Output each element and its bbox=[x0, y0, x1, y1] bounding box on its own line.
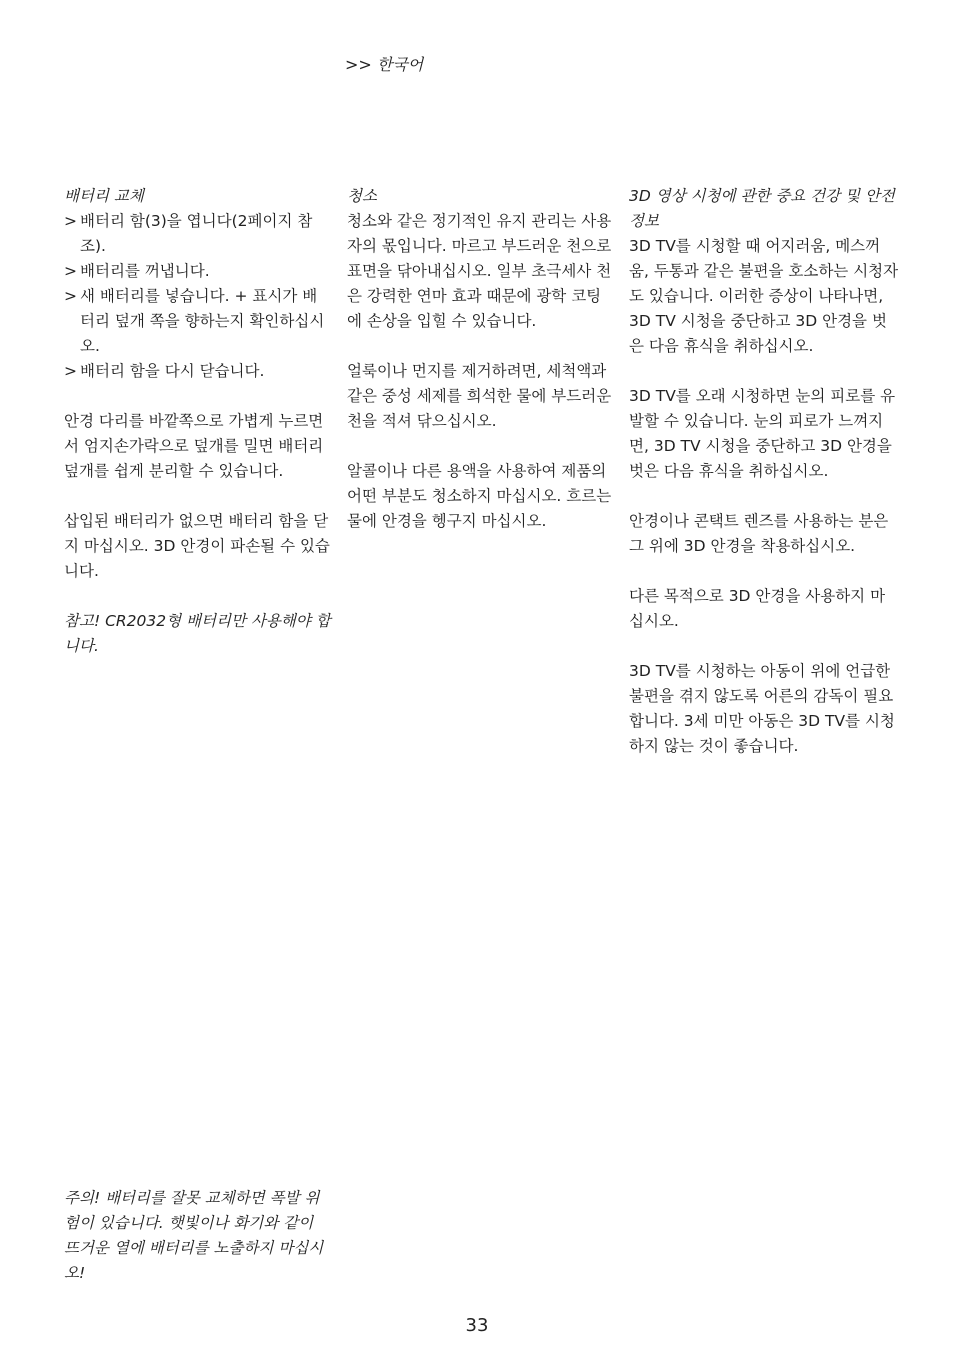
battery-warning: 주의! 배터리를 잘못 교체하면 폭발 위험이 있습니다. 햇빛이나 화기와 같이 뜨거운 열에 배터리를 노출하지 마십시오! bbox=[64, 1189, 324, 1282]
battery-paragraph: 안경 다리를 바깥쪽으로 가볍게 누르면서 엄지손가락으로 덮개를 밀면 배터리 덮개를 쉽게 분리할 수 있습니다. bbox=[64, 412, 324, 480]
list-item: > 새 배터리를 넣습니다. + 표시가 배터리 덮개 쪽을 향하는지 확인하십시오. bbox=[64, 284, 332, 359]
safety-paragraph: 3D TV를 오래 시청하면 눈의 피로를 유발할 수 있습니다. 눈의 피로가 느껴지면, 3D TV 시청을 중단하고 3D 안경을 벗은 다음 휴식을 취하십시오. bbox=[629, 387, 896, 480]
cleaning-paragraph: 얼룩이나 먼지를 제거하려면, 세척액과 같은 중성 세제를 희석한 물에 부드러운 천을 적셔 닦으십시오. bbox=[347, 362, 612, 430]
list-item: > 배터리 함(3)을 엽니다(2페이지 참조). bbox=[64, 209, 332, 259]
list-item: > 배터리 함을 다시 닫습니다. bbox=[64, 359, 332, 384]
safety-paragraph: 3D TV를 시청할 때 어지러움, 메스꺼움, 두통과 같은 불편을 호소하는 시청자도 있습니다. 이러한 증상이 나타나면, 3D TV 시청을 중단하고 3D 안경을 벗은 다음 휴식을 취하십시오. bbox=[629, 237, 899, 355]
cleaning-heading: 청소 bbox=[347, 187, 377, 205]
safety-section bbox=[629, 184, 899, 784]
safety-paragraph: 다른 목적으로 3D 안경을 사용하지 마십시오. bbox=[629, 587, 886, 630]
list-item: > 배터리를 꺼냅니다. bbox=[64, 259, 332, 284]
safety-paragraph: 안경이나 콘택트 렌즈를 사용하는 분은 그 위에 3D 안경을 착용하십시오. bbox=[629, 512, 889, 555]
language-label: >> 한국어 bbox=[345, 55, 424, 74]
cleaning-section bbox=[347, 184, 615, 559]
battery-section bbox=[64, 184, 332, 684]
battery-note: 참고! CR2032형 배터리만 사용해야 합니다. bbox=[64, 612, 331, 655]
battery-paragraph: 삽입된 배터리가 없으면 배터리 함을 닫지 마십시오. 3D 안경이 파손될 수 있습니다. bbox=[64, 512, 330, 580]
battery-heading: 배터리 교체 bbox=[64, 187, 144, 205]
safety-heading: 3D 영상 시청에 관한 중요 건강 및 안전 정보 bbox=[629, 187, 895, 230]
cleaning-paragraph: 청소와 같은 정기적인 유지 관리는 사용자의 몫입니다. 마르고 부드러운 천으로 표면을 닦아내십시오. 일부 초극세사 천은 강력한 연마 효과 때문에 광학 코팅에 손상을 입힐 수 있습니다. bbox=[347, 212, 612, 330]
safety-paragraph: 3D TV를 시청하는 아동이 위에 언급한 불편을 겪지 않도록 어른의 감독이 필요합니다. 3세 미만 아동은 3D TV를 시청하지 않는 것이 좋습니다. bbox=[629, 662, 895, 755]
battery-steps bbox=[64, 209, 332, 384]
cleaning-paragraph: 알콜이나 다른 용액을 사용하여 제품의 어떤 부분도 청소하지 마십시오. 흐르는 물에 안경을 헹구지 마십시오. bbox=[347, 462, 612, 530]
page-number: 33 bbox=[465, 1315, 489, 1336]
